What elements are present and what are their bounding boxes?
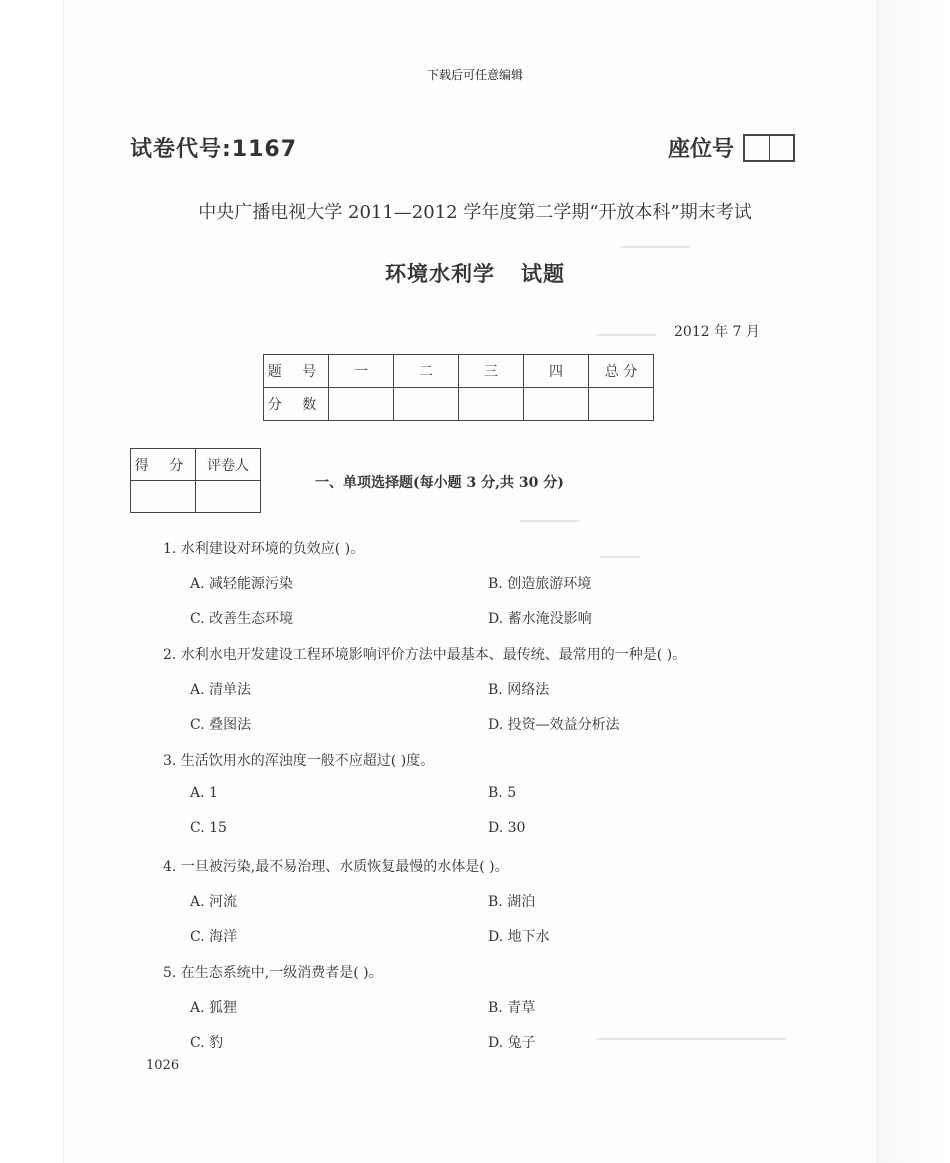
seat-number-boxes xyxy=(743,134,795,162)
show-through-mark xyxy=(596,334,656,336)
score-table-header-cell: 四 xyxy=(524,355,589,388)
score-cell xyxy=(329,388,394,421)
subject-title xyxy=(0,258,950,288)
show-through-mark xyxy=(600,556,640,558)
score-table-header-cell: 题 号 xyxy=(264,355,329,388)
page-edge-shadow xyxy=(876,0,950,1163)
subject-kind: 试题 xyxy=(521,262,565,286)
question-3-option-a: A. 1 xyxy=(190,785,218,801)
question-1: 1. 水利建设对环境的负效应( )。 xyxy=(163,541,365,557)
question-2-option-d: D. 投资—效益分析法 xyxy=(488,717,620,733)
grader-name-cell xyxy=(196,481,261,513)
question-3-option-d: D. 30 xyxy=(488,820,526,836)
score-table-header-row xyxy=(264,355,654,388)
grader-score-cell xyxy=(131,481,196,513)
score-table-header-cell: 三 xyxy=(459,355,524,388)
score-cell xyxy=(459,388,524,421)
question-2-option-c: C. 叠图法 xyxy=(190,717,252,733)
score-table-header-cell: 总 分 xyxy=(589,355,654,388)
question-3-option-c: C. 15 xyxy=(190,820,227,836)
university-title: 中央广播电视大学 2011—2012 学年度第二学期“开放本科”期末考试 xyxy=(198,202,752,223)
question-5-option-c: C. 豹 xyxy=(190,1035,224,1051)
score-table xyxy=(263,354,654,421)
section-title: 一、单项选择题(每小题 3 分,共 30 分) xyxy=(315,475,564,491)
subject-name: 环境水利学 xyxy=(385,262,495,286)
score-table-row-label: 分 数 xyxy=(264,388,329,421)
question-4-option-a: A. 河流 xyxy=(190,894,238,910)
question-1-option-d: D. 蓄水淹没影响 xyxy=(488,611,592,627)
grader-label: 评卷人 xyxy=(196,449,261,481)
score-cell xyxy=(589,388,654,421)
score-cell xyxy=(394,388,459,421)
score-table-header-cell: 一 xyxy=(329,355,394,388)
question-2-option-b: B. 网络法 xyxy=(488,682,550,698)
score-table-header-cell: 二 xyxy=(394,355,459,388)
question-3: 3. 生活饮用水的浑浊度一般不应超过( )度。 xyxy=(163,753,435,769)
exam-code: 试卷代号:1167 xyxy=(130,137,298,162)
exam-date: 2012 年 7 月 xyxy=(674,324,760,340)
question-5: 5. 在生态系统中,一级消费者是( )。 xyxy=(163,965,383,981)
question-4: 4. 一旦被污染,最不易治理、水质恢复最慢的水体是( )。 xyxy=(163,859,509,875)
question-4-option-d: D. 地下水 xyxy=(488,929,550,945)
score-table-score-row xyxy=(264,388,654,421)
question-2: 2. 水利水电开发建设工程环境影响评价方法中最基本、最传统、最常用的一种是( )。 xyxy=(163,647,687,663)
question-5-option-d: D. 兔子 xyxy=(488,1035,536,1051)
show-through-mark xyxy=(520,520,580,522)
grader-table-blank-row xyxy=(131,481,261,513)
question-1-option-c: C. 改善生态环境 xyxy=(190,611,294,627)
score-cell xyxy=(524,388,589,421)
show-through-mark xyxy=(596,1038,786,1040)
score-label: 得 分 xyxy=(131,449,196,481)
question-5-option-b: B. 青草 xyxy=(488,1000,536,1016)
question-2-option-a: A. 清单法 xyxy=(190,682,252,698)
question-3-option-b: B. 5 xyxy=(488,785,517,801)
question-4-option-c: C. 海洋 xyxy=(190,929,238,945)
question-1-option-b: B. 创造旅游环境 xyxy=(488,576,592,592)
question-1-option-a: A. 减轻能源污染 xyxy=(190,576,294,592)
question-4-option-b: B. 湖泊 xyxy=(488,894,536,910)
page-number: 1026 xyxy=(146,1058,180,1073)
grader-table-header-row xyxy=(131,449,261,481)
question-5-option-a: A. 狐狸 xyxy=(190,1000,238,1016)
scanned-page xyxy=(64,0,876,1163)
grader-table xyxy=(130,448,261,513)
download-note: 下载后可任意编辑 xyxy=(426,68,523,82)
seat-label: 座位号 xyxy=(668,137,735,162)
show-through-mark xyxy=(620,246,690,248)
